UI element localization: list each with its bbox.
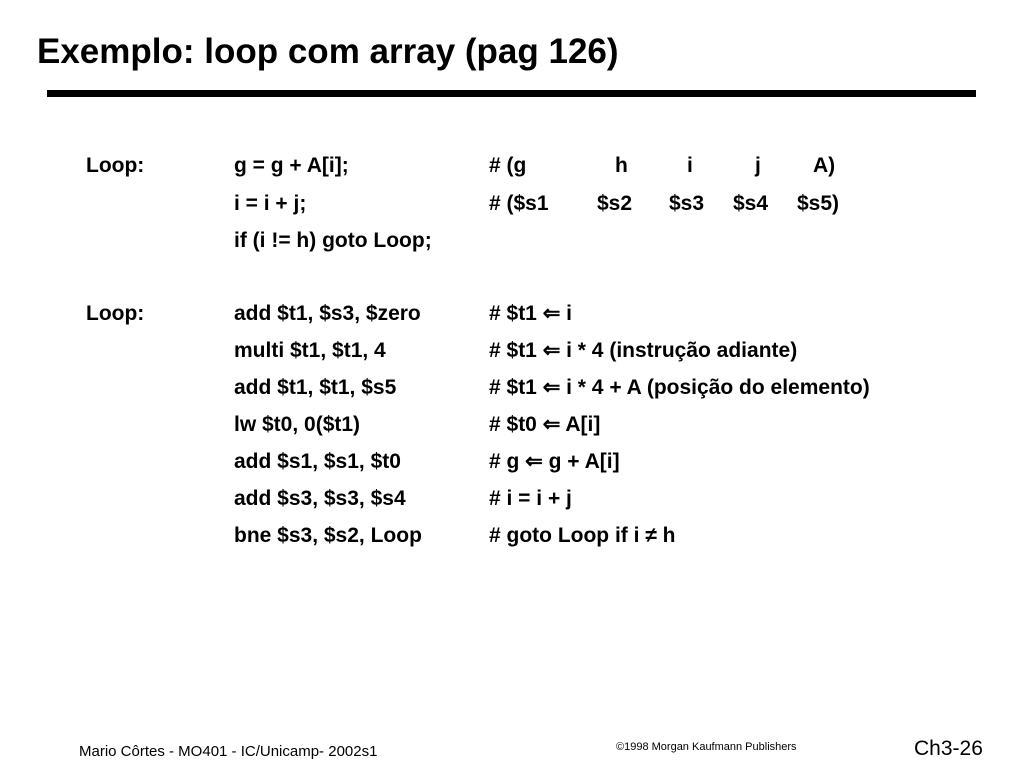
code-line <box>0 299 1024 329</box>
instruction: g = g + A[i]; <box>234 154 349 177</box>
comment: # goto Loop if i ≠ h <box>489 524 676 547</box>
comment: # $t1 ⇐ i <box>489 302 572 325</box>
code-line <box>0 336 1024 366</box>
slide-number: Ch3-26 <box>914 737 983 760</box>
footer-author: Mario Côrtes - MO401 - IC/Unicamp- 2002s1 <box>79 743 378 760</box>
instruction: add $t1, $t1, $s5 <box>234 376 397 399</box>
comment: # $t0 ⇐ A[i] <box>489 413 601 436</box>
header-cell: $s5) <box>797 192 840 215</box>
code-line <box>0 447 1024 477</box>
header-cell: A) <box>813 154 836 177</box>
header-cell: $s2 <box>597 192 633 215</box>
instruction: add $s1, $s1, $t0 <box>234 450 401 473</box>
header-cell: i <box>687 154 693 177</box>
code-line <box>0 521 1024 551</box>
code-line <box>0 373 1024 403</box>
code-line <box>0 189 1024 219</box>
code-line <box>0 484 1024 514</box>
instruction: multi $t1, $t1, 4 <box>234 339 386 362</box>
instruction: lw $t0, 0($t1) <box>234 413 361 436</box>
loop-label: Loop: <box>86 302 145 325</box>
header-cell: # (g <box>489 154 527 177</box>
header-cell: $s3 <box>669 192 705 215</box>
comment: # $t1 ⇐ i * 4 + A (posição do elemento) <box>489 376 870 399</box>
slide-title: Exemplo: loop com array (pag 126) <box>37 32 619 71</box>
code-line <box>0 410 1024 440</box>
instruction: if (i != h) goto Loop; <box>234 229 432 252</box>
comment: # $t1 ⇐ i * 4 (instrução adiante) <box>489 339 798 362</box>
loop-label: Loop: <box>86 154 145 177</box>
header-cell: # ($s1 <box>489 192 549 215</box>
instruction: add $t1, $s3, $zero <box>234 302 421 325</box>
comment: # g ⇐ g + A[i] <box>489 450 620 473</box>
header-cell: h <box>615 154 628 177</box>
header-cell: $s4 <box>733 192 769 215</box>
title-divider <box>47 90 976 97</box>
footer-copyright: ©1998 Morgan Kaufmann Publishers <box>616 741 797 753</box>
code-line <box>0 151 1024 181</box>
comment: # i = i + j <box>489 487 572 510</box>
header-cell: j <box>755 154 761 177</box>
instruction: bne $s3, $s2, Loop <box>234 524 422 547</box>
code-line <box>0 226 1024 256</box>
instruction: i = i + j; <box>234 192 307 215</box>
instruction: add $s3, $s3, $s4 <box>234 487 406 510</box>
